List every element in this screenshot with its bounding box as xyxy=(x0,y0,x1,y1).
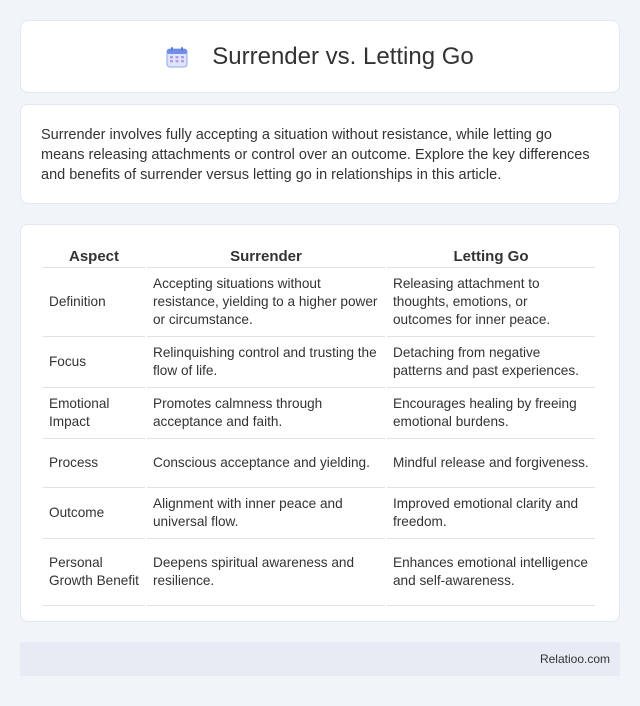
header-card xyxy=(20,20,620,93)
aspect-cell: Focus xyxy=(43,337,145,388)
surrender-cell: Conscious acceptance and yielding. xyxy=(147,439,385,488)
table-row xyxy=(43,337,595,388)
column-header-letting-go: Letting Go xyxy=(387,245,595,268)
letting-go-cell: Mindful release and forgiveness. xyxy=(387,439,595,488)
column-header-aspect: Aspect xyxy=(43,245,145,268)
intro-card xyxy=(20,104,620,204)
letting-go-cell: Enhances emotional intelligence and self-awareness. xyxy=(387,539,595,606)
surrender-cell: Deepens spiritual awareness and resilience. xyxy=(147,539,385,606)
table-header-row xyxy=(43,245,595,268)
table-row xyxy=(43,388,595,439)
comparison-card xyxy=(20,224,620,622)
surrender-cell: Promotes calmness through acceptance and faith. xyxy=(147,388,385,439)
footer-brand: Relatioo.com xyxy=(539,652,610,666)
column-header-surrender: Surrender xyxy=(147,245,385,268)
letting-go-cell: Releasing attachment to thoughts, emotions, or outcomes for inner peace. xyxy=(387,268,595,337)
calendar-icon xyxy=(166,46,188,68)
table-row xyxy=(43,488,595,539)
comparison-table xyxy=(41,245,597,606)
aspect-cell: Personal Growth Benefit xyxy=(43,539,145,606)
aspect-cell: Emotional Impact xyxy=(43,388,145,439)
letting-go-cell: Improved emotional clarity and freedom. xyxy=(387,488,595,539)
surrender-cell: Alignment with inner peace and universal flow. xyxy=(147,488,385,539)
intro-text: Surrender involves fully accepting a situation without resistance, while letting go means releasing attachments or control over an outcome. Explore the key differences and benefits of surrender versus letting go in relationships in this article. xyxy=(41,127,590,183)
table-row xyxy=(43,268,595,337)
page-title: Surrender vs. Letting Go xyxy=(212,42,474,70)
aspect-cell: Process xyxy=(43,439,145,488)
surrender-cell: Accepting situations without resistance, yielding to a higher power or circumstance. xyxy=(147,268,385,337)
aspect-cell: Definition xyxy=(43,268,145,337)
surrender-cell: Relinquishing control and trusting the flow of life. xyxy=(147,337,385,388)
table-row xyxy=(43,539,595,606)
letting-go-cell: Detaching from negative patterns and past experiences. xyxy=(387,337,595,388)
aspect-cell: Outcome xyxy=(43,488,145,539)
table-row xyxy=(43,439,595,488)
footer xyxy=(20,642,620,676)
letting-go-cell: Encourages healing by freeing emotional burdens. xyxy=(387,388,595,439)
